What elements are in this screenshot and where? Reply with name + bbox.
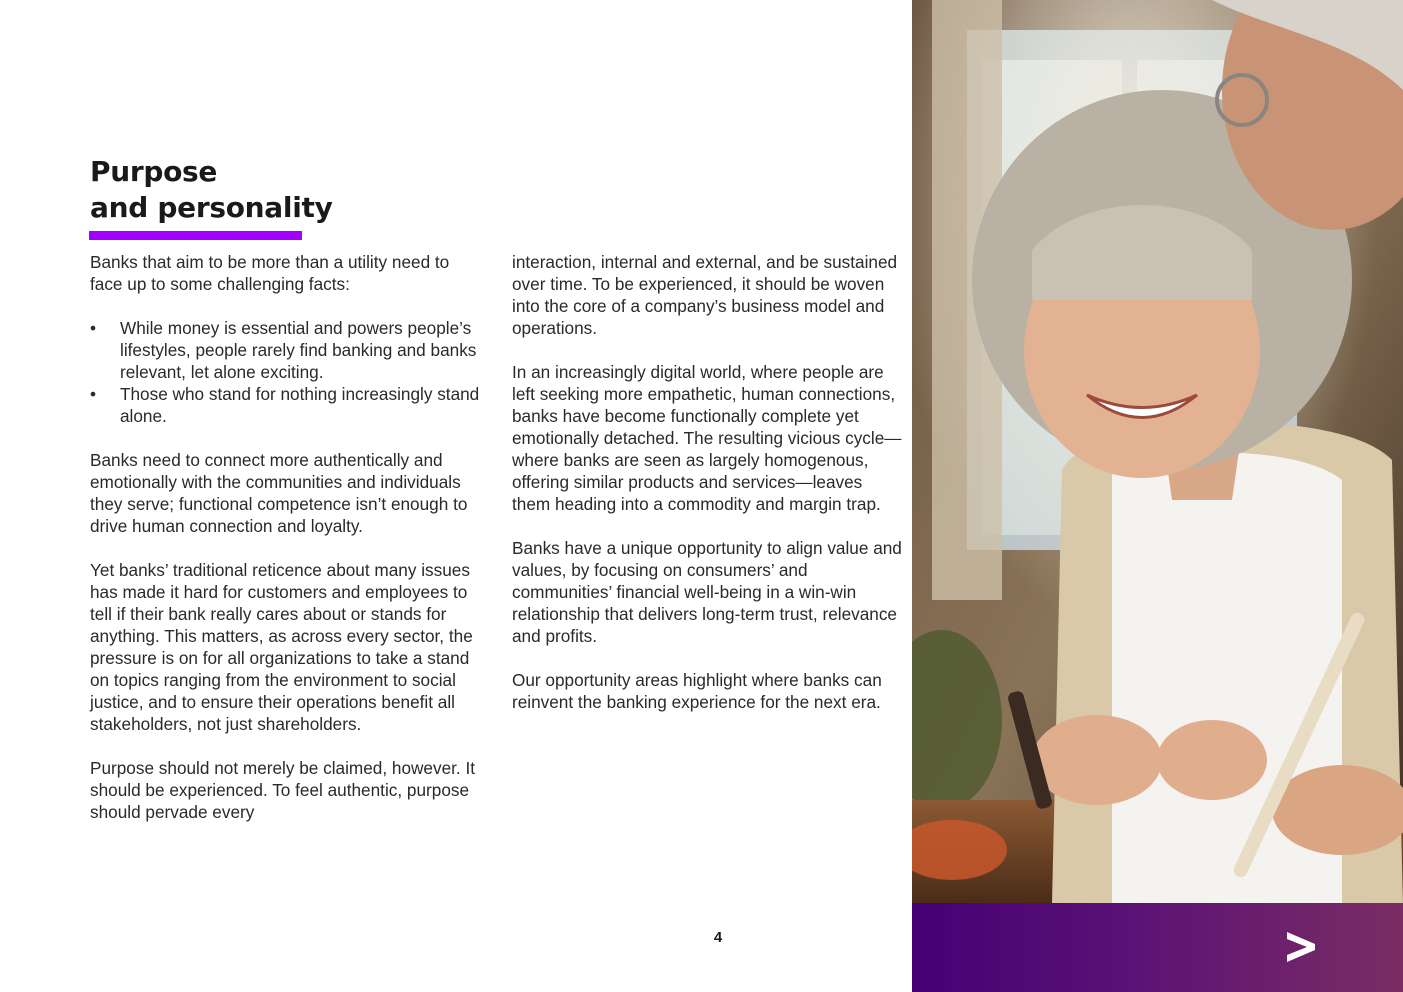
page-number: 4 xyxy=(713,929,723,946)
page-title xyxy=(90,154,510,226)
intro-paragraph: Banks that aim to be more than a utility need to face up to some challenging facts: xyxy=(90,252,450,294)
page-title-line-1: Purpose xyxy=(90,155,218,188)
text-column-left xyxy=(90,251,480,845)
hero-photo xyxy=(912,0,1403,903)
body-paragraph: Banks have a unique opportunity to align value and values, by focusing on consumers’ and communities’ financial well-being in a win-win relationship that delivers long-term trust, relevance and profits. xyxy=(512,538,902,646)
facts-list xyxy=(90,317,480,427)
text-column-right xyxy=(512,251,902,735)
body-paragraph: Purpose should not merely be claimed, however. It should be experienced. To feel authentic, purpose should pervade every xyxy=(90,758,476,822)
list-item xyxy=(90,317,480,383)
bullet-icon: • xyxy=(90,384,97,404)
list-item-text: While money is essential and powers people’s lifestyles, people rarely find banking and banks relevant, let alone exciting. xyxy=(120,318,477,382)
body-paragraph: In an increasingly digital world, where people are left seeking more empathetic, human connections, banks have become functionally complete yet emotionally detached. The resulting vicious cycle—where banks are seen as largely homogenous, offering similar products and services—leaves them heading into a commodity and margin trap. xyxy=(512,362,902,514)
body-paragraph: interaction, internal and external, and be sustained over time. To be experienced, it should be woven into the core of a company’s business model and operations. xyxy=(512,252,898,338)
page-title-line-2: and personality xyxy=(90,191,333,224)
body-paragraph: Our opportunity areas highlight where banks can reinvent the banking experience for the next era. xyxy=(512,670,882,712)
bullet-icon: • xyxy=(90,318,97,338)
greater-than-chevron-icon xyxy=(1285,930,1317,964)
footer-band xyxy=(912,903,1403,992)
cooking-couple-illustration xyxy=(912,0,1403,903)
body-paragraph: Yet banks’ traditional reticence about many issues has made it hard for customers and employees to tell if their bank really cares about or stands for anything. This matters, as across every sector, the pressure is on for all organizations to take a stand on topics ranging from the environment to social justice, and to ensure their operations benefit all stakeholders, not just shareholders. xyxy=(90,560,473,734)
body-paragraph: Banks need to connect more authentically and emotionally with the communities and individuals they serve; functional competence isn’t enough to drive human connection and loyalty. xyxy=(90,450,468,536)
list-item-text: Those who stand for nothing increasingly stand alone. xyxy=(120,384,480,426)
list-item xyxy=(90,383,480,427)
title-accent-bar xyxy=(89,231,302,240)
